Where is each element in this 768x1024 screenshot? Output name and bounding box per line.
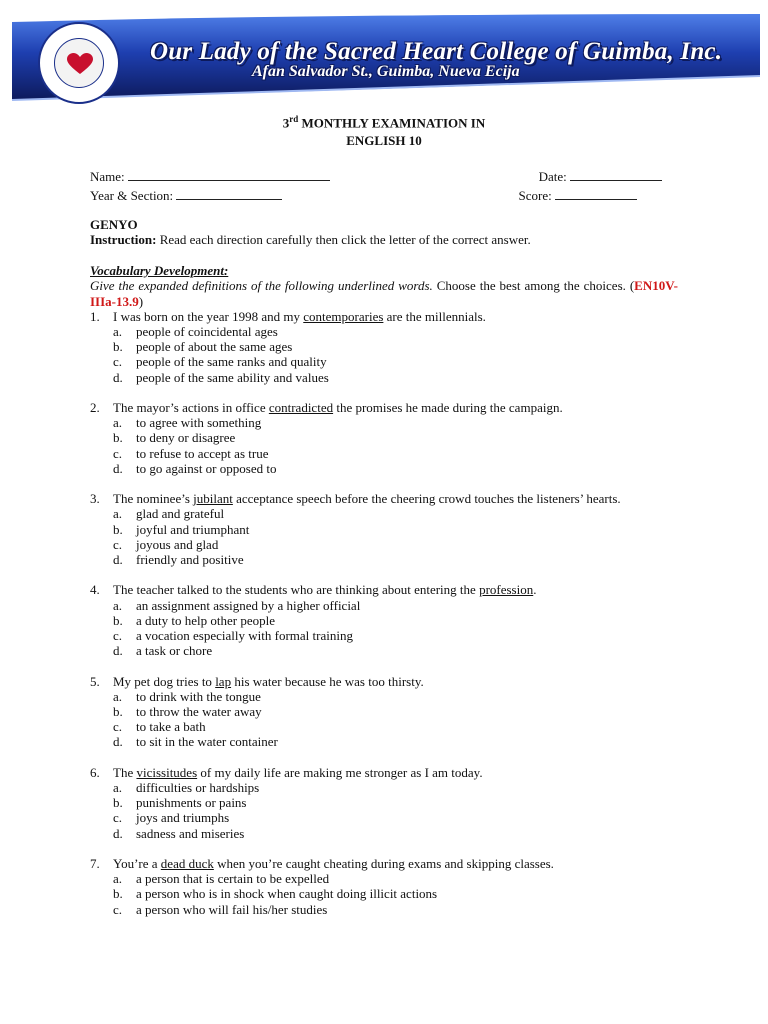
answer-option[interactable] bbox=[113, 370, 678, 385]
date-label: Date: bbox=[538, 169, 570, 185]
score-field[interactable] bbox=[519, 188, 637, 203]
answer-options bbox=[90, 689, 678, 750]
answer-option[interactable] bbox=[113, 886, 678, 901]
answer-option[interactable] bbox=[113, 628, 678, 643]
question-text bbox=[113, 400, 678, 415]
answer-options bbox=[90, 324, 678, 385]
answer-option[interactable] bbox=[113, 461, 678, 476]
question-spacer bbox=[90, 841, 678, 856]
title-ordinal: 3 bbox=[282, 115, 290, 131]
underlined-word: lap bbox=[215, 673, 232, 689]
answer-option[interactable] bbox=[113, 826, 678, 841]
answer-option[interactable] bbox=[113, 734, 678, 749]
option-text[interactable]: joyous and glad bbox=[136, 536, 219, 552]
title-suffix: rd bbox=[289, 114, 299, 124]
option-letter[interactable]: d. bbox=[113, 551, 123, 567]
answer-option[interactable] bbox=[113, 354, 678, 369]
option-text[interactable]: people of the same ranks and quality bbox=[136, 354, 327, 370]
option-letter[interactable]: a. bbox=[113, 688, 123, 704]
option-letter[interactable]: b. bbox=[113, 521, 123, 537]
option-letter[interactable]: c. bbox=[113, 627, 123, 643]
underlined-word: contradicted bbox=[268, 399, 334, 415]
info-row-2 bbox=[90, 188, 678, 203]
option-text[interactable]: to take a bath bbox=[136, 719, 206, 735]
answer-option[interactable] bbox=[113, 810, 678, 825]
instruction bbox=[90, 232, 678, 247]
option-letter[interactable]: a. bbox=[113, 506, 123, 522]
option-letter[interactable]: d. bbox=[113, 825, 123, 841]
question-number: 1. bbox=[90, 308, 100, 324]
score-label: Score: bbox=[518, 187, 555, 203]
section-genyo: GENYO bbox=[90, 216, 138, 232]
vocab-heading: Vocabulary Development: bbox=[90, 263, 229, 279]
answer-option[interactable] bbox=[113, 415, 678, 430]
question-text bbox=[113, 765, 678, 780]
question-text bbox=[113, 856, 678, 871]
name-field[interactable] bbox=[90, 169, 330, 184]
year-section-blank[interactable] bbox=[176, 188, 282, 200]
underlined-word: dead duck bbox=[160, 855, 214, 871]
option-letter[interactable]: b. bbox=[113, 886, 123, 902]
answer-option[interactable] bbox=[113, 324, 678, 339]
answer-option[interactable] bbox=[113, 704, 678, 719]
question-item bbox=[90, 309, 678, 324]
question-post: are the millennials. bbox=[383, 308, 486, 324]
answer-option[interactable] bbox=[113, 522, 678, 537]
option-text[interactable]: punishments or pains bbox=[136, 795, 247, 811]
question-post: acceptance speech before the cheering crowd touches the listeners’ hearts. bbox=[232, 491, 621, 507]
question-text bbox=[113, 309, 678, 324]
answer-option[interactable] bbox=[113, 719, 678, 734]
answer-option[interactable] bbox=[113, 430, 678, 445]
option-text[interactable]: people of about the same ages bbox=[136, 339, 293, 355]
vocab-rest: Choose the best among the choices. ( bbox=[432, 278, 635, 294]
option-text[interactable]: a duty to help other people bbox=[136, 612, 275, 628]
exam-title bbox=[90, 110, 678, 132]
option-letter[interactable]: c. bbox=[113, 354, 123, 370]
option-letter[interactable]: d. bbox=[113, 734, 123, 750]
option-letter[interactable]: b. bbox=[113, 612, 123, 628]
question-number: 7. bbox=[90, 855, 100, 871]
underlined-word: profession bbox=[479, 582, 534, 598]
question-pre: I was born on the year 1998 and my bbox=[113, 308, 304, 324]
answer-option[interactable] bbox=[113, 795, 678, 810]
option-text[interactable]: a person who will fail his/her studies bbox=[136, 901, 328, 917]
vocab-italic: Give the expanded definitions of the following underlined words. bbox=[90, 278, 433, 294]
question-post: of my daily life are making me stronger as I am today. bbox=[197, 764, 483, 780]
question-pre: The teacher talked to the students who are thinking about entering the bbox=[113, 582, 480, 598]
answer-option[interactable] bbox=[113, 643, 678, 658]
question-item bbox=[90, 674, 678, 689]
year-section-label: Year & Section: bbox=[90, 187, 177, 203]
option-text[interactable]: to agree with something bbox=[136, 415, 262, 431]
option-text[interactable]: joyful and triumphant bbox=[136, 521, 250, 537]
vocab-directions bbox=[90, 278, 678, 308]
answer-option[interactable] bbox=[113, 552, 678, 567]
question-text bbox=[113, 674, 678, 689]
competency-code: EN10V-IIIa-13.9 bbox=[90, 278, 678, 309]
underlined-word: vicissitudes bbox=[136, 764, 198, 780]
question-post: the promises he made during the campaign. bbox=[333, 399, 563, 415]
question-number: 6. bbox=[90, 764, 100, 780]
question-spacer bbox=[90, 476, 678, 491]
option-text[interactable]: difficulties or hardships bbox=[136, 779, 260, 795]
answer-option[interactable] bbox=[113, 689, 678, 704]
option-letter[interactable]: b. bbox=[113, 795, 123, 811]
option-text[interactable]: people of the same ability and values bbox=[136, 369, 329, 385]
info-row-1 bbox=[90, 169, 678, 184]
answer-option[interactable] bbox=[113, 613, 678, 628]
option-text[interactable]: to drink with the tongue bbox=[136, 688, 261, 704]
question-item bbox=[90, 491, 678, 506]
option-text[interactable]: a person who is in shock when caught doing illicit actions bbox=[136, 886, 438, 902]
question-pre: You’re a bbox=[113, 855, 161, 871]
instruction-label: Instruction: bbox=[90, 231, 157, 247]
answer-option[interactable] bbox=[113, 598, 678, 613]
year-section-field[interactable] bbox=[90, 188, 282, 203]
option-letter[interactable]: a. bbox=[113, 779, 123, 795]
question-item bbox=[90, 582, 678, 597]
question-post: when you’re caught cheating during exams and skipping classes. bbox=[213, 855, 554, 871]
school-address: Afan Salvador St., Guimba, Nueva Ecija bbox=[252, 63, 520, 80]
name-label: Name: bbox=[90, 169, 128, 185]
sacred-heart-icon bbox=[67, 53, 93, 75]
option-letter[interactable]: c. bbox=[113, 810, 123, 826]
question-number: 2. bbox=[90, 399, 100, 415]
question-post: . bbox=[533, 582, 537, 598]
option-letter[interactable]: a. bbox=[113, 415, 123, 431]
option-text[interactable]: sadness and miseries bbox=[136, 825, 245, 841]
instruction-text: Read each direction carefully then click the letter of the correct answer. bbox=[156, 231, 531, 247]
college-seal-logo bbox=[38, 22, 120, 104]
option-text[interactable]: to throw the water away bbox=[136, 703, 262, 719]
option-text[interactable]: a person that is certain to be expelled bbox=[136, 871, 330, 887]
answer-option[interactable] bbox=[113, 339, 678, 354]
question-spacer bbox=[90, 567, 678, 582]
date-field[interactable] bbox=[539, 169, 662, 184]
question-list bbox=[90, 309, 678, 917]
option-text[interactable]: people of coincidental ages bbox=[136, 323, 278, 339]
option-letter[interactable]: b. bbox=[113, 430, 123, 446]
underlined-word: contemporaries bbox=[303, 308, 384, 324]
option-text[interactable]: to deny or disagree bbox=[136, 430, 236, 446]
option-letter[interactable]: b. bbox=[113, 339, 123, 355]
name-blank[interactable] bbox=[128, 169, 330, 181]
underlined-word: jubilant bbox=[193, 491, 233, 507]
seal-center bbox=[54, 38, 104, 88]
answer-option[interactable] bbox=[113, 446, 678, 461]
question-number: 4. bbox=[90, 582, 100, 598]
option-letter[interactable]: b. bbox=[113, 703, 123, 719]
answer-option[interactable] bbox=[113, 902, 678, 917]
answer-options bbox=[90, 780, 678, 841]
answer-options bbox=[90, 415, 678, 476]
option-text[interactable]: an assignment assigned by a higher official bbox=[136, 597, 361, 613]
exam-document bbox=[90, 110, 678, 917]
option-text[interactable]: a vocation especially with formal training bbox=[136, 627, 353, 643]
option-letter[interactable]: a. bbox=[113, 871, 123, 887]
option-text[interactable]: to go against or opposed to bbox=[136, 460, 277, 476]
answer-options bbox=[90, 506, 678, 567]
question-text bbox=[113, 582, 678, 597]
option-letter[interactable]: c. bbox=[113, 719, 123, 735]
question-pre: The mayor’s actions in office bbox=[113, 399, 269, 415]
question-text bbox=[113, 491, 678, 506]
answer-options bbox=[90, 598, 678, 659]
question-number: 3. bbox=[90, 491, 100, 507]
answer-option[interactable] bbox=[113, 780, 678, 795]
exam-subject: ENGLISH 10 bbox=[346, 133, 422, 149]
option-letter[interactable]: d. bbox=[113, 369, 123, 385]
question-post: his water because he was too thirsty. bbox=[231, 673, 424, 689]
score-blank[interactable] bbox=[555, 188, 637, 200]
option-letter[interactable]: d. bbox=[113, 460, 123, 476]
answer-options bbox=[90, 871, 678, 917]
title-line1: MONTHLY EXAMINATION IN bbox=[298, 115, 486, 131]
question-spacer bbox=[90, 385, 678, 400]
option-letter[interactable]: a. bbox=[113, 323, 123, 339]
option-letter[interactable]: c. bbox=[113, 901, 123, 917]
question-item bbox=[90, 400, 678, 415]
option-letter[interactable]: c. bbox=[113, 536, 123, 552]
date-blank[interactable] bbox=[570, 169, 662, 181]
question-pre: The bbox=[113, 764, 137, 780]
close-paren: ) bbox=[138, 293, 144, 309]
question-item bbox=[90, 856, 678, 871]
question-pre: The nominee’s bbox=[113, 491, 194, 507]
answer-option[interactable] bbox=[113, 871, 678, 886]
option-letter[interactable]: a. bbox=[113, 597, 123, 613]
option-text[interactable]: friendly and positive bbox=[136, 551, 244, 567]
option-letter[interactable]: c. bbox=[113, 445, 123, 461]
question-item bbox=[90, 765, 678, 780]
option-letter[interactable]: d. bbox=[113, 643, 123, 659]
option-text[interactable]: to refuse to accept as true bbox=[136, 445, 269, 461]
answer-option[interactable] bbox=[113, 537, 678, 552]
answer-option[interactable] bbox=[113, 506, 678, 521]
option-text[interactable]: joys and triumphs bbox=[136, 810, 230, 826]
question-spacer bbox=[90, 750, 678, 765]
option-text[interactable]: a task or chore bbox=[136, 643, 213, 659]
option-text[interactable]: glad and grateful bbox=[136, 506, 225, 522]
question-spacer bbox=[90, 658, 678, 673]
question-pre: My pet dog tries to bbox=[113, 673, 216, 689]
option-text[interactable]: to sit in the water container bbox=[136, 734, 278, 750]
school-name: Our Lady of the Sacred Heart College of Guimba, Inc. bbox=[150, 38, 723, 65]
question-number: 5. bbox=[90, 673, 100, 689]
